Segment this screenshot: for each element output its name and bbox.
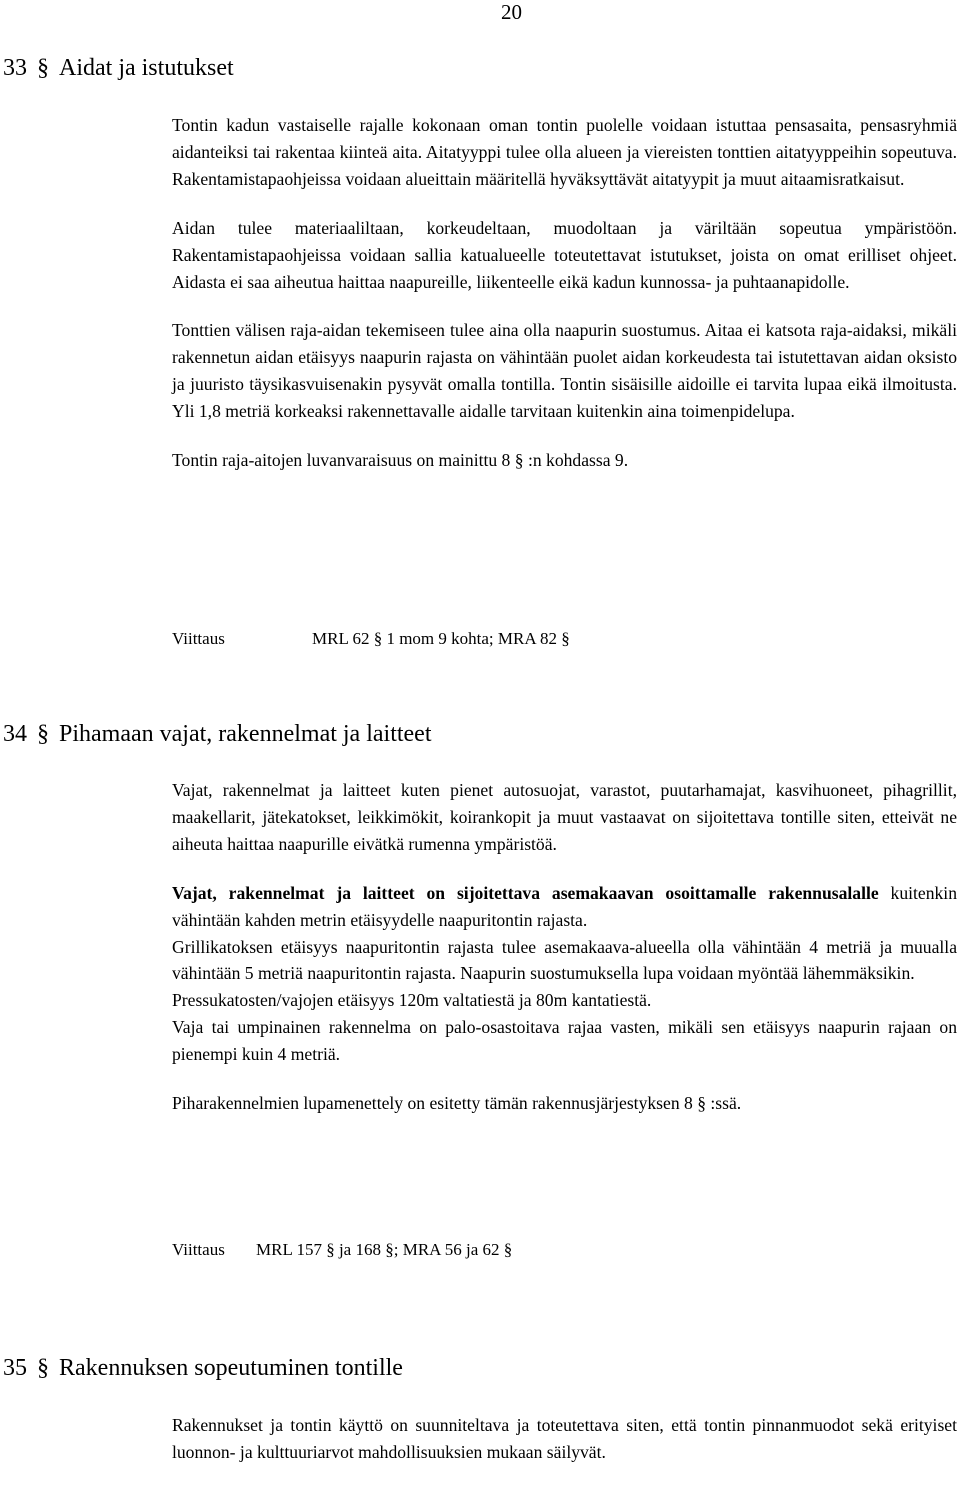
paragraph: Tontin raja-aitojen luvanvaraisuus on mainittu 8 § :n kohdassa 9. xyxy=(172,450,629,471)
page-number: 20 xyxy=(501,0,522,24)
section-number: 35 xyxy=(3,1355,27,1381)
section-33-heading xyxy=(3,54,234,82)
section-number: 33 xyxy=(3,55,27,81)
section-sign: § xyxy=(37,721,49,747)
reference-text: MRL 157 § ja 168 §; MRA 56 ja 62 § xyxy=(256,1240,513,1259)
section-title: Pihamaan vajat, rakennelmat ja laitteet xyxy=(59,721,432,747)
paragraph: Rakennukset ja tontin käyttö on suunniteltava ja toteutettava siten, että tontin pinnanmuodot sekä erityiset luonnon- ja kulttuuriarvot mahdollisuuksien mukaan säilyvät. xyxy=(172,1415,957,1462)
bold-lead-rest: kuitenkin vähintään kahden metrin etäisyydelle naapuritontin rajasta. xyxy=(172,882,957,930)
section-sign: § xyxy=(37,1355,49,1381)
section-33-body xyxy=(172,112,957,474)
reference-label: Viittaus xyxy=(172,629,225,648)
section-34-body xyxy=(172,777,957,1117)
section-34-reference xyxy=(172,1238,512,1262)
bold-lead: Vajat, rakennelmat ja laitteet on sijoitettava asemakaavan osoittamalle rakennusalalle xyxy=(172,882,879,903)
section-33-reference xyxy=(172,627,570,651)
reference-text: MRL 62 § 1 mom 9 kohta; MRA 82 § xyxy=(312,629,570,648)
paragraph: Piharakennelmien lupamenettely on esitetty tämän rakennusjärjestyksen 8 § :ssä. xyxy=(172,1093,742,1114)
reference-label: Viittaus xyxy=(172,1240,225,1259)
paragraph: Tonttien välisen raja-aidan tekemiseen tulee aina olla naapurin suostumus. Aitaa ei katsota raja-aidaksi, mikäli rakennetun aidan etäisyys naapurin rajasta on vähintään puolet aidan korkeudesta tai istutettavan aidan oksisto ja juuristo täysikasvuisenakin pysyvät omalla tontilla. Tontin sisäisille aidoille ei tarvita lupaa eikä ilmoitusta. Yli 1,8 metriä korkeaksi rakennettavalle aidalle tarvitaan kuitenkin aina toimenpidelupa. xyxy=(172,320,957,422)
paragraph: Pressukatosten/vajojen etäisyys 120m valtatiestä ja 80m kantatiestä. xyxy=(172,990,652,1011)
section-title: Aidat ja istutukset xyxy=(59,55,234,81)
section-title: Rakennuksen sopeutuminen tontille xyxy=(59,1355,403,1381)
paragraph: Vaja tai umpinainen rakennelma on palo-osastoitava rajaa vasten, mikäli sen etäisyys naapurin rajaan on pienempi kuin 4 metriä. xyxy=(172,1017,957,1065)
paragraph: Grillikatoksen etäisyys naapuritontin rajasta tulee asemakaava-alueella olla vähintään 4 metriä ja muualla vähintään 5 metriä naapuritontin rajasta. Naapurin suostumuksella lupa voidaan myöntää lähemmäksikin. xyxy=(172,936,957,984)
paragraph: Tontin kadun vastaiselle rajalle kokonaan oman tontin puolelle voidaan istuttaa pensasaita, pensasryhmiä aidanteiksi tai rakentaa kiinteä aita. Aitatyyppi tulee olla alueen ja viereisten tonttien aitatyyppeihin sopeutuva. Rakentamistapaohjeissa voidaan alueittain määritellä hyväksyttävät aitatyypit ja muut aitaamisratkaisut. xyxy=(172,115,957,189)
paragraph: Aidan tulee materiaaliltaan, korkeudeltaan, muodoltaan ja väriltään sopeutua ympäristöön. Rakentamistapaohjeissa voidaan sallia katualueelle toteutettavat istutukset, joista on omat erilliset ohjeet. Aidasta ei saa aiheutua haittaa naapureille, liikenteelle eikä kadun kunnossa- ja puhtaanapidolle. xyxy=(172,217,957,292)
section-34-heading xyxy=(3,720,432,748)
section-35-body xyxy=(172,1412,957,1466)
section-sign: § xyxy=(37,55,49,81)
paragraph: Vajat, rakennelmat ja laitteet kuten pienet autosuojat, varastot, puutarhamajat, kasvihuoneet, pihagrillit, maakellarit, jätekatokset, leikkimökit, koirankopit ja muut vastaavat on sijoitettava tontille siten, etteivät ne aiheuta haittaa naapurille eivätkä rumenna ympäristöä. xyxy=(172,780,957,854)
section-number: 34 xyxy=(3,721,27,747)
section-35-heading xyxy=(3,1354,403,1382)
bold-lead-paragraph xyxy=(172,880,957,934)
